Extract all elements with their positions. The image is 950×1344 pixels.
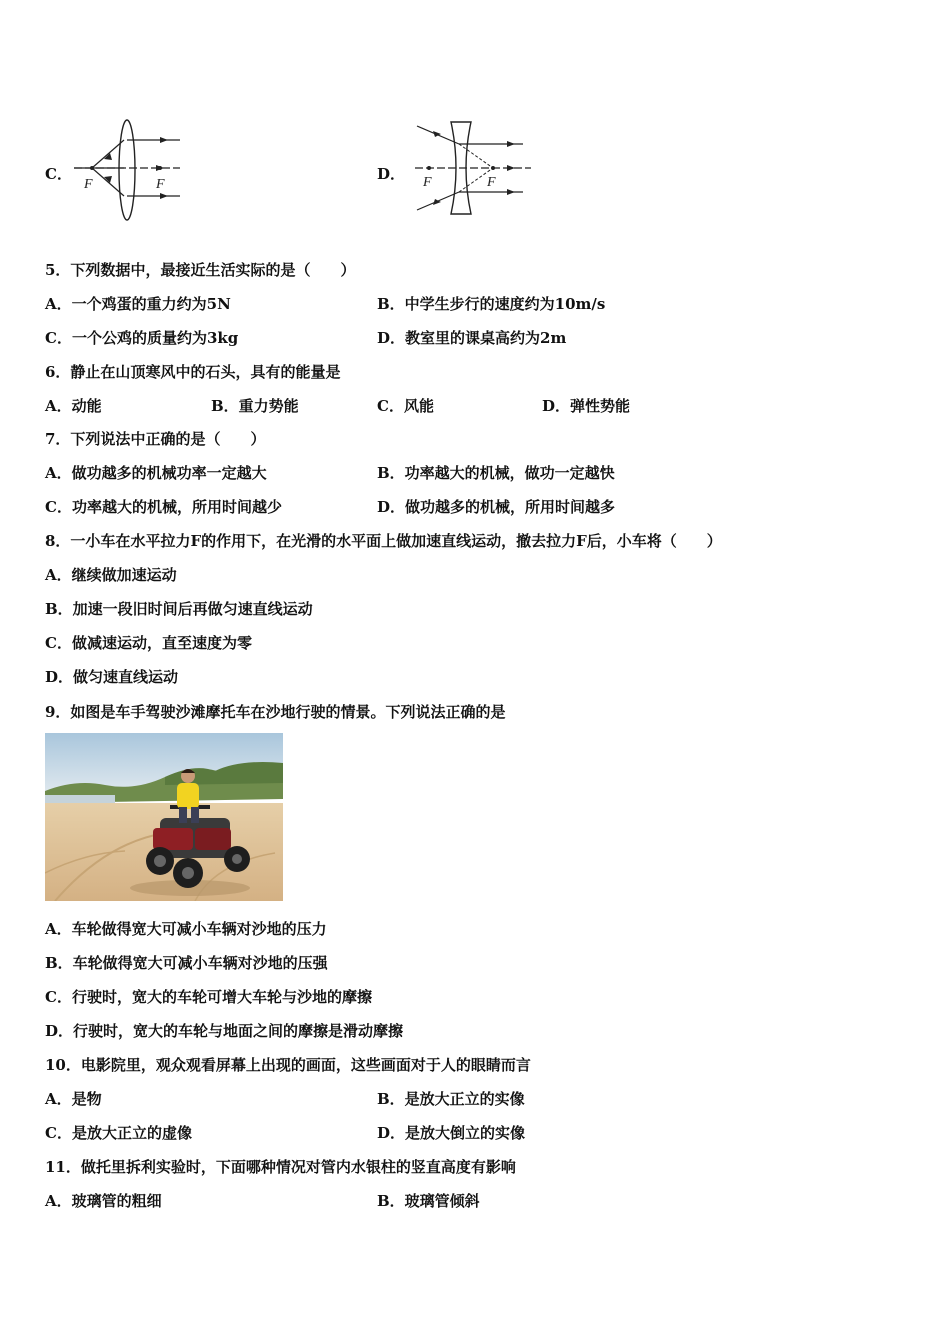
q9-option-c: C．行驶时，宽大的车轮可增大车轮与沙地的摩擦	[45, 988, 372, 1006]
question-10-stem: 10．电影院里，观众观看屏幕上出现的画面，这些画面对于人的眼睛而言	[45, 1056, 531, 1074]
q5-option-c: C．一个公鸡的质量约为3kg	[45, 329, 239, 347]
q5-option-b: B．中学生步行的速度约为10m/s	[377, 295, 606, 313]
q11-option-a: A．玻璃管的粗细	[45, 1192, 162, 1210]
q7-option-c: C．功率越大的机械，所用时间越少	[45, 498, 282, 516]
q9-option-d: D．行驶时，宽大的车轮与地面之间的摩擦是滑动摩擦	[45, 1022, 404, 1040]
q10-option-d: D．是放大倒立的实像	[377, 1124, 526, 1142]
q7-option-a: A．做功越多的机械功率一定越大	[45, 464, 267, 482]
q5-option-d: D．教室里的课桌高约为2m	[377, 329, 567, 347]
q6-option-a: A．动能	[45, 397, 102, 415]
q6-option-c: C．风能	[377, 397, 434, 415]
q7-option-b: B．功率越大的机械，做功一定越快	[377, 464, 615, 482]
question-7-stem: 7．下列说法中正确的是（ ）	[45, 430, 266, 448]
atv-beach-photo	[45, 733, 283, 901]
q9-option-b: B．车轮做得宽大可减小车辆对沙地的压强	[45, 954, 328, 972]
q8-option-d: D．做匀速直线运动	[45, 668, 179, 686]
option-d-label: D．	[377, 165, 406, 183]
question-8-stem: 8．一小车在水平拉力F的作用下，在光滑的水平面上做加速直线运动，撤去拉力F后，小车将（ ）	[45, 532, 722, 550]
q8-option-b: B．加速一段旧时间后再做匀速直线运动	[45, 600, 313, 618]
focus-label-left: F	[423, 175, 432, 190]
question-6-stem: 6．静止在山顶寒风中的石头，具有的能量是	[45, 363, 341, 381]
q7-option-d: D．做功越多的机械，所用时间越多	[377, 498, 616, 516]
q10-option-b: B．是放大正立的实像	[377, 1090, 525, 1108]
q10-option-a: A．是物	[45, 1090, 102, 1108]
focus-label-right: F	[487, 175, 496, 190]
q6-option-d: D．弹性势能	[542, 397, 631, 415]
q8-option-a: A．继续做加速运动	[45, 566, 177, 584]
q10-option-c: C．是放大正立的虚像	[45, 1124, 192, 1142]
focus-label-right: F	[156, 177, 165, 192]
question-9-stem: 9．如图是车手驾驶沙滩摩托车在沙地行驶的情景。下列说法正确的是	[45, 703, 506, 721]
concave-lens-diagram	[413, 118, 535, 218]
option-c-label: C．	[45, 165, 72, 183]
convex-lens-diagram	[72, 118, 187, 222]
question-11-stem: 11．做托里拆利实验时，下面哪种情况对管内水银柱的竖直高度有影响	[45, 1158, 516, 1176]
question-5-stem: 5．下列数据中，最接近生活实际的是（ ）	[45, 261, 356, 279]
q9-option-a: A．车轮做得宽大可减小车辆对沙地的压力	[45, 920, 327, 938]
q8-option-c: C．做减速运动，直至速度为零	[45, 634, 252, 652]
q11-option-b: B．玻璃管倾斜	[377, 1192, 480, 1210]
q5-option-a: A．一个鸡蛋的重力约为5N	[45, 295, 231, 313]
focus-label-left: F	[84, 177, 93, 192]
q6-option-b: B．重力势能	[211, 397, 299, 415]
